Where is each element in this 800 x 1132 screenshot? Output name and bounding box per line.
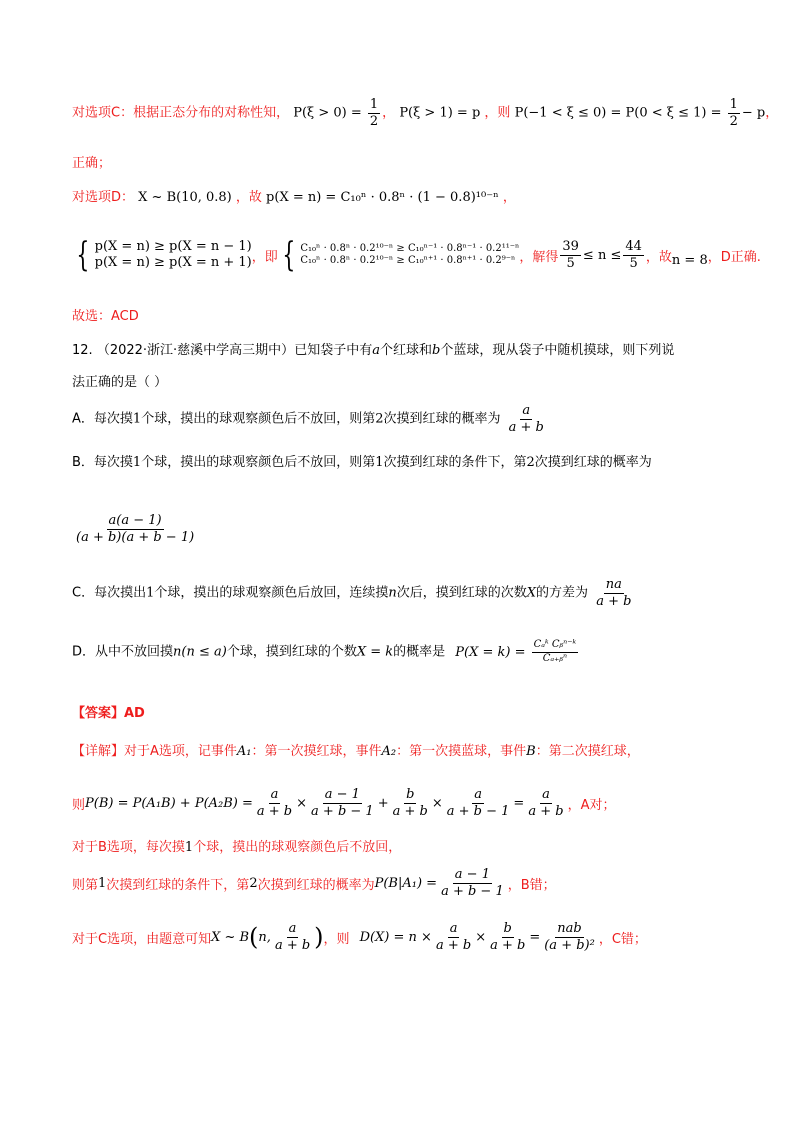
frac-cond-prob: $\frac{a - 1}{a + b - 1}$ [441, 867, 504, 899]
fraction-na-over-a-plus-b: $\frac{na}{a + b}$ [596, 577, 632, 609]
detail-line-c: 对于C选项，由题意可知 X ~ B ( n, $\frac{a}{a + b}$ ) ，则 D(X) = n × $\frac{a}{a + b}$ × $\frac{b}{a + b}$ = $\frac{\text{nab}}{\text{(a + b)²}}$ ，C错； [72, 921, 647, 953]
question-12-stem: 12. （2022·浙江·慈溪中学高三期中）已知袋子中有a个红球和b个蓝球，现从袋子中随机摸球，则下列说 [72, 343, 675, 358]
detail-line-b1: 对于B选项，每次摸1个球，摸出的球观察颜色后不放回， [72, 840, 402, 855]
inequality-system-2: { C₁₀ⁿ · 0.8ⁿ · 0.2¹⁰⁻ⁿ ≥ C₁₀ⁿ⁻¹ · 0.8ⁿ⁻¹ · 0.2¹¹⁻ⁿ C₁₀ⁿ · 0.8ⁿ · 0.2¹⁰⁻ⁿ ≥ C₁₀ⁿ⁺¹ · 0.8ⁿ⁺¹ · 0.2⁹⁻ⁿ [282, 235, 520, 275]
frac-c-variance: $\frac{\text{nab}}{\text{(a + b)²}}$ [544, 921, 595, 953]
fraction-option-b: $\frac{a(a - 1)}{(a + b)(a + b - 1)}$ [76, 513, 195, 545]
frac-c-2: $\frac{b}{a + b}$ [490, 921, 526, 953]
inequality-system-1: { p(X = n) ≥ p(X = n − 1) p(X = n) ≥ p(X = n + 1) [76, 235, 252, 275]
frac-b-ab: $\frac{b}{a + b}$ [392, 787, 428, 819]
option-c-analysis: 对选项C：根据正态分布的对称性知， P(ξ > 0) = $\frac{1}{2}$ ， P(ξ > 1) = p ，则 P(−1 < ξ ≤ 0) = P(0 < ξ ≤ 1) = $\frac{1}{2}$ − p， [72, 97, 779, 129]
option-b-fraction-line [72, 514, 740, 544]
option-a: A．每次摸1个球，摸出的球观察颜色后不放回，则第2次摸到红球的概率为 $\frac{a}{a + b}$ [72, 403, 544, 435]
fraction-hypergeometric: $\frac{\text{Cₐᵏ Cᵦⁿ⁻ᵏ}}{\text{Cₐ₊ᵦⁿ}}$ [533, 639, 577, 664]
option-d: D．从中不放回摸n(n ≤ a)个球，摸到红球的个数X = k的概率是 P(X = k) = $\frac{\text{Cₐᵏ Cᵦⁿ⁻ᵏ}}{\text{Cₐ₊ᵦⁿ}}$ [72, 639, 577, 664]
math-p-xi-gt-1: P(ξ > 1) = p [399, 105, 481, 121]
choice-line: 故选：ACD [72, 309, 139, 324]
math-p-xi-gt-0: P(ξ > 0) = [293, 105, 362, 121]
option-d-system: { p(X = n) ≥ p(X = n − 1) p(X = n) ≥ p(X = n + 1) ，即 { C₁₀ⁿ · 0.8ⁿ · 0.2¹⁰⁻ⁿ ≥ C₁₀ⁿ⁻¹ · 0.8ⁿ⁻¹ · 0.2¹¹⁻ⁿ C₁₀ⁿ · 0.8ⁿ · 0.2¹⁰⁻ⁿ ≥ C₁₀ⁿ⁺¹ · 0.8ⁿ⁺¹ · 0.2⁹⁻ⁿ ，解得 $\frac{39}{5}$ ≤ n ≤ $\frac{44}{5}$ ，故 n = 8 ，D正确. [72, 238, 740, 272]
math-n-equals-8: n = 8 [671, 252, 708, 268]
detail-line-1: 【详解】对于A选项，记事件A₁：第一次摸红球，事件A₂：第一次摸蓝球，事件B：第二次摸红球， [72, 744, 640, 759]
frac-a-ab: $\frac{a}{a + b}$ [256, 787, 293, 819]
answer-label: 【答案】AD [72, 706, 145, 721]
option-d-analysis: 对选项D： X ~ B(10, 0.8) ，故 p(X = n) = C₁₀ⁿ · 0.8ⁿ · (1 − 0.8)¹⁰⁻ⁿ ， [72, 190, 516, 205]
option-c: C．每次摸出1个球，摸出的球观察颜色后放回，连续摸n次后，摸到红球的次数X的方差为 $\frac{na}{a + b}$ [72, 577, 632, 609]
math-symmetry-expr: P(−1 < ξ ≤ 0) = P(0 < ξ ≤ 1) = [514, 105, 722, 121]
fraction-44-5: $\frac{44}{5}$ [625, 238, 642, 271]
detail-line-b2: 则第 1 次摸到红球的条件下，第 2 次摸到红球的概率为 P(B|A₁) = $\frac{a - 1}{a + b - 1}$ ，B错； [72, 867, 556, 899]
option-d-label: 对选项D： [72, 190, 135, 205]
option-b: B．每次摸1个球，摸出的球观察颜色后不放回，则第1次摸到红球的条件下，第2次摸到红球的概率为 [72, 455, 652, 470]
frac-c-1: $\frac{a}{a + b}$ [435, 921, 472, 953]
frac-a1-ab1: $\frac{a - 1}{a + b - 1}$ [311, 787, 374, 819]
option-c-label: 对选项C：根据正态分布的对称性知， [72, 105, 290, 121]
question-source: （2022·浙江·慈溪中学高三期中） [96, 343, 295, 358]
math-binomial-dist: X ~ B(10, 0.8) [138, 190, 232, 205]
frac-a-ab1: $\frac{a}{a + b - 1}$ [446, 787, 510, 819]
question-number: 12. [72, 343, 93, 358]
fraction-one-half: $\frac{1}{2}$ [369, 97, 379, 129]
fraction-a-over-a-plus-b: $\frac{a}{a + b}$ [508, 403, 544, 435]
math-pmf: p(X = n) = C₁₀ⁿ · 0.8ⁿ · (1 − 0.8)¹⁰⁻ⁿ [266, 190, 499, 205]
option-c-correct: 正确； [72, 156, 112, 171]
fraction-one-half-2: $\frac{1}{2}$ [729, 97, 738, 129]
frac-result-a: $\frac{a}{a + b}$ [528, 787, 564, 819]
question-12-stem-line2: 法正确的是（ ） [72, 375, 168, 390]
frac-c-p: $\frac{a}{a + b}$ [274, 921, 311, 953]
detail-line-a-calc: 则 P(B) = P(A₁B) + P(A₂B) = $\frac{a}{a + b}$ × $\frac{a - 1}{a + b - 1}$ + $\frac{b}{a + b}$ × $\frac{a}{a + b - 1}$ = $\frac{a}{a + b}$ ，A对； [72, 787, 616, 819]
fraction-39-5: $\frac{39}{5}$ [562, 238, 579, 271]
